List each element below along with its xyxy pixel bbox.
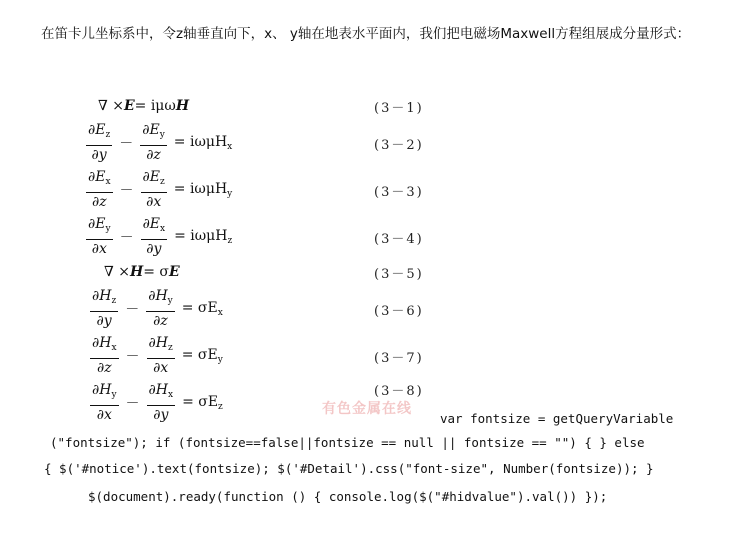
equation-3-7 bbox=[0, 334, 730, 378]
code-line-2: ("fontsize"); if (fontsize==false||fontsize == null || fontsize == "") { } else bbox=[50, 435, 645, 450]
equation-body: ∇ × H = σ E bbox=[104, 264, 180, 280]
equation-3-3 bbox=[0, 168, 730, 212]
equation-body: $\frac{\partial E_z}{\partial y}$ － $\frac{\partial E_y}{\partial z}$ = iωμH$_x$ bbox=[88, 122, 233, 163]
code-line-1: var fontsize = getQueryVariable bbox=[440, 411, 674, 426]
equation-number: (3－8) bbox=[374, 383, 424, 399]
equation-number: (3－5) bbox=[374, 266, 424, 282]
watermark: 有色金属在线 bbox=[322, 401, 412, 417]
fraction: $\frac{\partial E_y}{\partial z}$ bbox=[142, 122, 165, 163]
equation-3-6 bbox=[0, 287, 730, 331]
fraction: $\frac{\partial E_y}{\partial x}$ bbox=[88, 216, 111, 257]
code-line-3: { $('#notice').text(fontsize); $('#Detail').css("font-size", Number(fontsize)); } bbox=[44, 461, 654, 476]
equation-body: $\frac{\partial H_y}{\partial x}$ － $\frac{\partial H_x}{\partial y}$ = $\sigma E_z$ bbox=[92, 382, 223, 423]
equation-number: (3－2) bbox=[374, 137, 424, 153]
equation-body: $\frac{\partial E_x}{\partial z}$ － $\frac{\partial E_z}{\partial x}$ = iωμH$_y$ bbox=[88, 169, 233, 210]
equation-body: ∇ × E = iμω H bbox=[98, 98, 190, 114]
equation-number: (3－7) bbox=[374, 350, 424, 366]
intro-paragraph: 在笛卡儿坐标系中，令z轴垂直向下，x、 y轴在地表水平面内，我们把电磁场Maxwell方程组展成分量形式： bbox=[41, 26, 691, 42]
fraction: $\frac{\partial H_y}{\partial x}$ bbox=[92, 382, 117, 423]
fraction: $\frac{\partial E_z}{\partial y}$ bbox=[88, 122, 111, 163]
equation-number: (3－4) bbox=[374, 231, 424, 247]
fraction: $\frac{\partial H_y}{\partial z}$ bbox=[148, 288, 173, 329]
fraction: $\frac{\partial H_x}{\partial z}$ bbox=[92, 335, 117, 376]
fraction: $\frac{\partial H_x}{\partial y}$ bbox=[148, 382, 174, 423]
equation-body: $\frac{\partial H_x}{\partial z}$ － $\frac{\partial H_z}{\partial x}$ = $\sigma E_y$ bbox=[92, 335, 223, 376]
equation-number: (3－3) bbox=[374, 184, 424, 200]
fraction: $\frac{\partial H_z}{\partial y}$ bbox=[92, 288, 117, 329]
equation-number: (3－1) bbox=[374, 100, 424, 116]
code-line-4: $(document).ready(function () { console.log($("#hidvalue").val()) }); bbox=[88, 489, 608, 504]
equation-3-2 bbox=[0, 121, 730, 165]
equation-number: (3－6) bbox=[374, 303, 424, 319]
fraction: $\frac{\partial H_z}{\partial x}$ bbox=[148, 335, 173, 376]
equation-body: $\frac{\partial H_z}{\partial y}$ － $\frac{\partial H_y}{\partial z}$ = $\sigma E_x$ bbox=[92, 288, 223, 329]
fraction: $\frac{\partial E_x}{\partial y}$ bbox=[142, 216, 166, 257]
fraction: $\frac{\partial E_x}{\partial z}$ bbox=[88, 169, 111, 210]
equation-body: $\frac{\partial E_y}{\partial x}$ － $\frac{\partial E_x}{\partial y}$ = iωμH$_z$ bbox=[88, 216, 233, 257]
fraction: $\frac{\partial E_z}{\partial x}$ bbox=[142, 169, 165, 210]
